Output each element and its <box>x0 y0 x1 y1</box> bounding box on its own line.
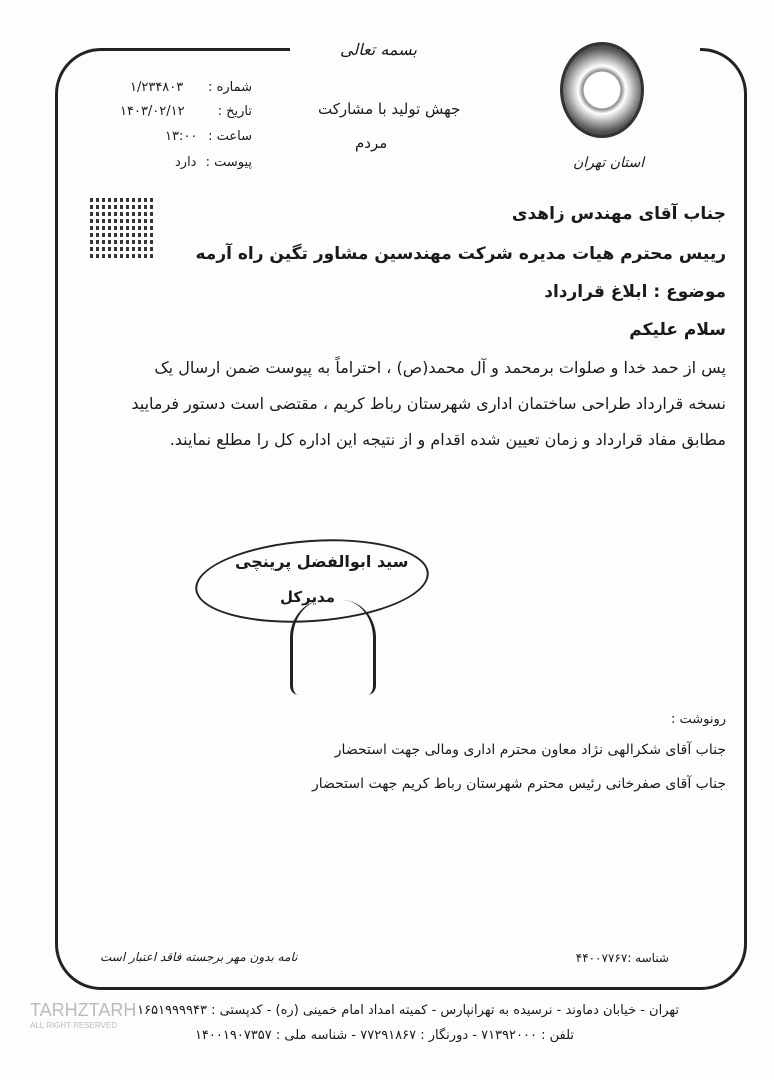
watermark-brand: TARHZTARH <box>30 1000 137 1020</box>
cc-label: رونوشت : <box>670 712 726 727</box>
validity-note: نامه بدون مهر برجسته فاقد اعتبار است <box>100 950 298 964</box>
body-line: نسخه قرارداد طراحی ساختمان اداری شهرستان رباط کریم ، مقتضی است دستور فرمایید <box>131 394 726 413</box>
attachment-label: پیوست : <box>205 155 252 170</box>
cc-item: جناب آقای صفرخانی رئیس محترم شهرستان رباط کریم جهت استحضار <box>311 776 726 792</box>
handwritten-signature <box>290 600 376 695</box>
organization-logo <box>560 42 644 138</box>
attachment-value: دارد <box>175 155 197 170</box>
document-id: شناسه :۴۴۰۰۷۷۶۷ <box>575 951 669 965</box>
footer-address: تهران - خیابان دماوند - نرسیده به تهرانپارس - کمیته امداد امام خمینی (ره) - کدپستی : ۱۶۵۱۹۹۹۹۴۳ <box>137 1003 679 1018</box>
body-line: پس از حمد خدا و صلوات برمحمد و آل محمد(ص) ، احتراماً به پیوست ضمن ارسال یک <box>154 358 726 377</box>
body-line: مطابق مفاد قرارداد و زمان تعیین شده اقدام و از نتیجه این اداره کل را مطلع نمایند. <box>169 430 726 449</box>
bismillah: بسمه تعالی <box>340 40 417 59</box>
recipient: جناب آقای مهندس زاهدی <box>511 204 726 224</box>
letter-frame <box>55 48 747 990</box>
watermark <box>30 1000 136 1030</box>
province-label: استان تهران <box>573 155 645 171</box>
slogan-line2: مردم <box>355 134 388 152</box>
qr-code <box>90 195 156 261</box>
time-label: ساعت : <box>208 129 252 144</box>
watermark-rights: ALL RIGHT RESERVED <box>30 1021 117 1030</box>
signatory-name: سید ابوالفضل پرینچی <box>235 552 409 571</box>
recipient-title: رییس محترم هیات مدیره شرکت مهندسین مشاور تگین راه آرمه <box>195 244 726 264</box>
signatory-title: مدیرکل <box>280 588 336 606</box>
date-label: تاریخ : <box>217 104 252 119</box>
letter-number: ۱/۲۳۴۸۰۳ <box>130 80 184 95</box>
slogan-line1: جهش تولید با مشارکت <box>318 100 461 118</box>
letter-date: ۱۴۰۳/۰۲/۱۲ <box>120 104 185 119</box>
letter-time: ۱۳:۰۰ <box>165 129 198 144</box>
greeting: سلام علیکم <box>629 320 726 340</box>
footer-contact: تلفن : ۷۱۳۹۲۰۰۰ - دورنگار : ۷۷۲۹۱۸۶۷ - شناسه ملی : ۱۴۰۰۱۹۰۷۳۵۷ <box>194 1028 574 1043</box>
subject: موضوع : ابلاغ قرارداد <box>544 282 726 302</box>
number-label: شماره : <box>208 80 252 95</box>
cc-item: جناب آقای شکرالهی نژاد معاون محترم اداری ومالی جهت استحضار <box>334 742 726 758</box>
